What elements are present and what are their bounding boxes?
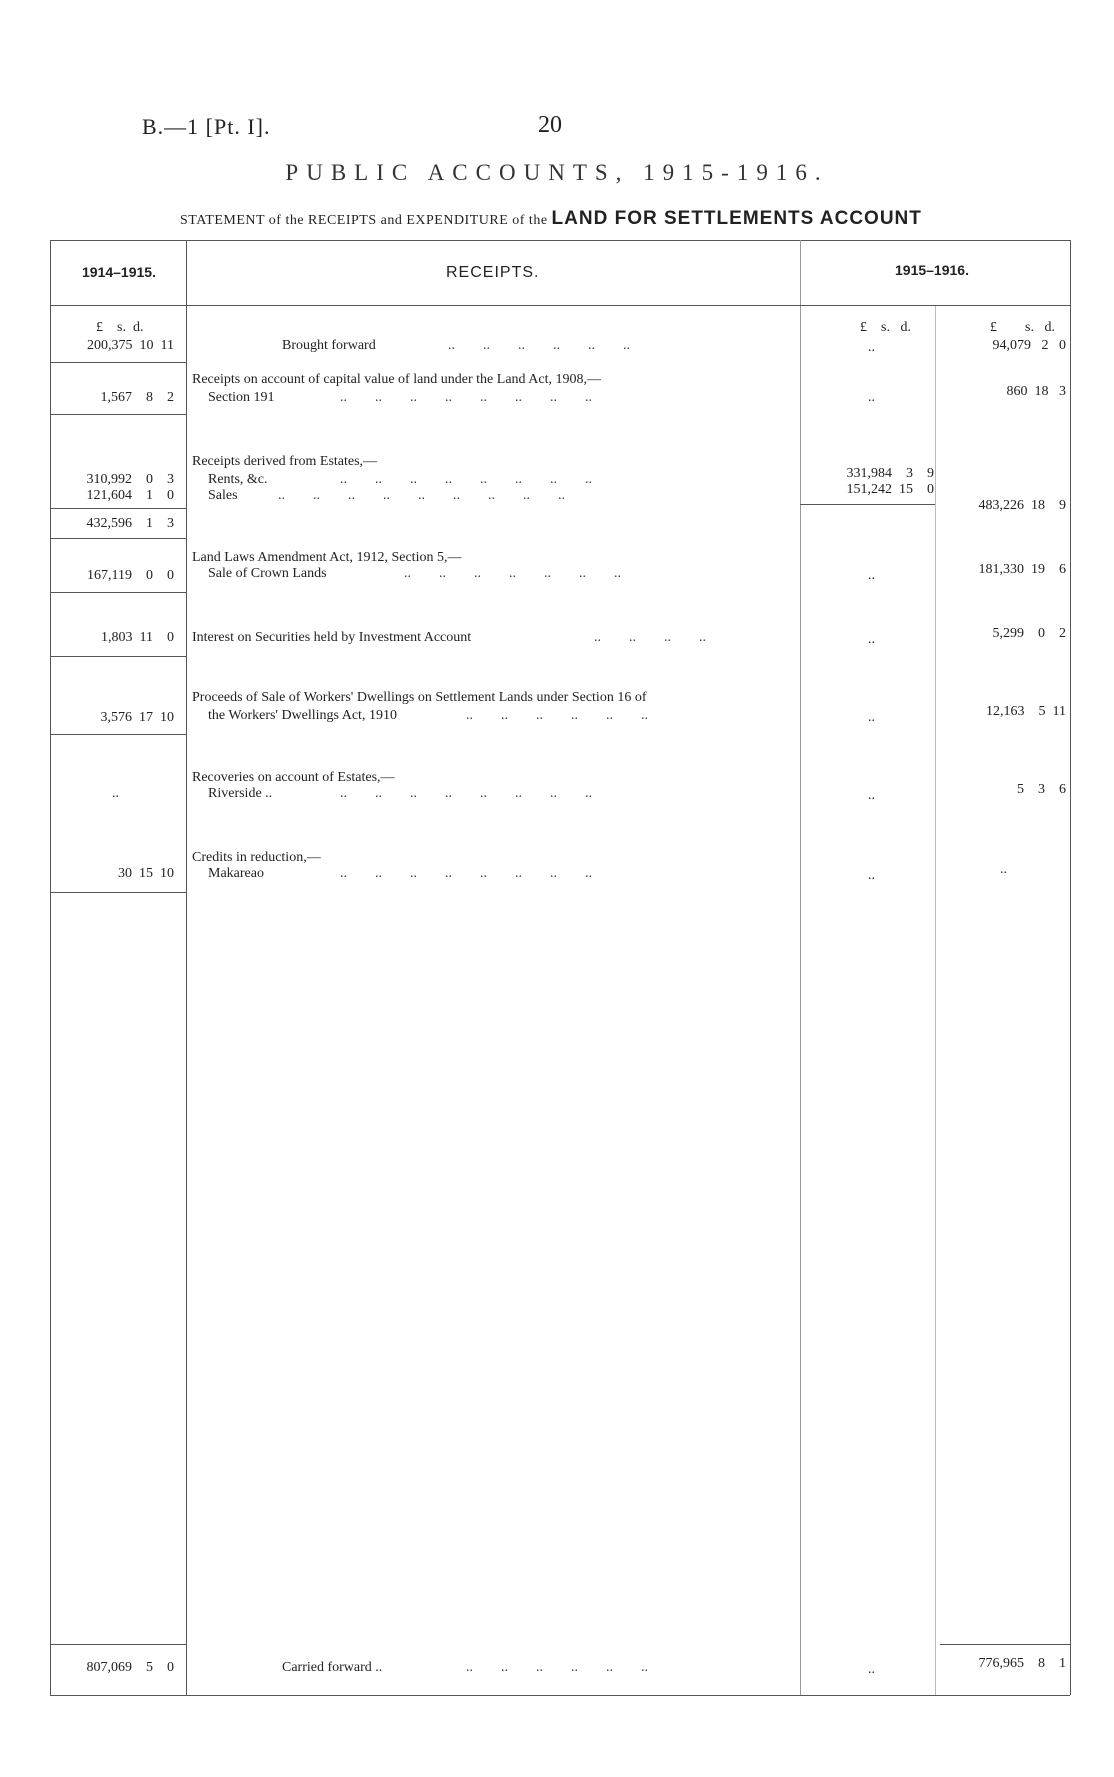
estates-heading: Receipts derived from Estates,—: [192, 454, 378, 469]
recoveries-prev: ..: [112, 786, 119, 801]
credits-heading: Credits in reduction,—: [192, 850, 321, 865]
estates-sales-mid: 151,242 15 0: [846, 482, 934, 497]
leader-dots: .. .. .. .. .. .. .. ..: [340, 472, 592, 487]
table-top-rule: [50, 240, 1070, 241]
section191-mid: ..: [868, 390, 875, 405]
rule: [50, 362, 186, 363]
brought-forward-mid: ..: [868, 340, 875, 355]
leader-dots: .. .. .. .. .. .. ..: [404, 566, 621, 581]
mid-column-divider: [935, 305, 936, 1695]
leader-dots: .. .. .. .. .. .. .. ..: [340, 786, 592, 801]
rule: [50, 592, 186, 593]
rule: [50, 508, 186, 509]
page-title: PUBLIC ACCOUNTS, 1915-1916.: [285, 160, 829, 185]
brought-forward-prev: 200,375 10 11: [87, 338, 174, 353]
recoveries-heading: Recoveries on account of Estates,—: [192, 770, 395, 785]
rule: [800, 504, 935, 505]
rule: [50, 892, 186, 893]
rule: [50, 538, 186, 539]
recoveries-total: 5 3 6: [1017, 782, 1066, 797]
carried-forward-label: Carried forward ..: [282, 1660, 383, 1675]
carried-forward-prev: 807,069 5 0: [86, 1660, 174, 1675]
credits-total: ..: [1000, 862, 1007, 877]
statement-account-name: LAND FOR SETTLEMENTS ACCOUNT: [551, 208, 922, 229]
brought-forward-total: 94,079 2 0: [992, 338, 1066, 353]
land-laws-heading: Land Laws Amendment Act, 1912, Section 5,—: [192, 550, 462, 565]
section191-prev: 1,567 8 2: [100, 390, 174, 405]
table-left-border: [50, 240, 51, 1695]
leader-dots: .. .. .. .. .. ..: [466, 1660, 648, 1675]
estates-rents-mid: 331,984 3 9: [846, 466, 934, 481]
credits-prev: 30 15 10: [118, 866, 174, 881]
rule: [940, 1644, 1070, 1645]
rule: [50, 734, 186, 735]
workers-prev: 3,576 17 10: [100, 710, 174, 725]
table-bottom-rule: [50, 1695, 1070, 1696]
column-header-1914-1915: 1914–1915.: [82, 264, 156, 280]
credits-mid: ..: [868, 868, 875, 883]
page-number: 20: [538, 112, 562, 138]
rule: [50, 414, 186, 415]
estates-rents-prev: 310,992 0 3: [86, 472, 174, 487]
statement-prefix: STATEMENT of the RECEIPTS and EXPENDITURE of the: [180, 213, 548, 228]
leader-dots: .. .. .. .. .. .. .. ..: [340, 390, 592, 405]
estates-sales-label: Sales: [208, 488, 238, 503]
estates-sales-prev: 121,604 1 0: [86, 488, 174, 503]
prev-year-column-divider: [186, 240, 187, 1695]
land-laws-mid: ..: [868, 568, 875, 583]
leader-dots: .. .. .. .. .. ..: [466, 708, 648, 723]
receipts-column-divider: [800, 240, 801, 1695]
column-header-1915-1916: 1915–1916.: [895, 262, 969, 278]
land-laws-label: Sale of Crown Lands: [208, 566, 327, 581]
section191-total: 860 18 3: [1006, 384, 1066, 399]
leader-dots: .. .. .. .. .. ..: [448, 338, 630, 353]
section191-heading: Receipts on account of capital value of land under the Land Act, 1908,—: [192, 372, 601, 387]
workers-mid: ..: [868, 710, 875, 725]
column-header-receipts: RECEIPTS.: [446, 264, 540, 281]
credits-label: Makareao: [208, 866, 264, 881]
unit-label-prev: £ s. d.: [96, 320, 144, 335]
leader-dots: .. .. .. .. .. .. .. ..: [340, 866, 592, 881]
recoveries-mid: ..: [868, 788, 875, 803]
table-right-border: [1070, 240, 1071, 1695]
estates-rents-label: Rents, &c.: [208, 472, 268, 487]
header-bottom-rule: [50, 305, 1070, 306]
unit-label-right: £ s. d.: [990, 320, 1055, 335]
workers-label: the Workers' Dwellings Act, 1910: [208, 708, 397, 723]
recoveries-label: Riverside ..: [208, 786, 273, 801]
workers-total: 12,163 5 11: [986, 704, 1066, 719]
land-laws-prev: 167,119 0 0: [87, 568, 174, 583]
interest-prev: 1,803 11 0: [101, 630, 174, 645]
page-reference: B.—1 [Pt. I].: [142, 114, 271, 139]
section191-label: Section 191: [208, 390, 275, 405]
brought-forward-label: Brought forward: [282, 338, 376, 353]
unit-label-mid: £ s. d.: [860, 320, 911, 335]
rule: [50, 1644, 186, 1645]
workers-heading: Proceeds of Sale of Workers' Dwellings on Settlement Lands under Section 16 of: [192, 690, 647, 705]
statement-heading: [180, 208, 922, 230]
interest-label: Interest on Securities held by Investment Account: [192, 630, 472, 645]
rule: [50, 656, 186, 657]
carried-forward-total: 776,965 8 1: [978, 1656, 1066, 1671]
estates-subtotal-prev: 432,596 1 3: [86, 516, 174, 531]
interest-total: 5,299 0 2: [992, 626, 1066, 641]
land-laws-total: 181,330 19 6: [978, 562, 1066, 577]
carried-forward-mid: ..: [868, 1662, 875, 1677]
interest-mid: ..: [868, 632, 875, 647]
leader-dots: .. .. .. .. .. .. .. .. ..: [278, 488, 565, 503]
leader-dots: .. .. .. ..: [594, 630, 706, 645]
estates-total: 483,226 18 9: [978, 498, 1066, 513]
